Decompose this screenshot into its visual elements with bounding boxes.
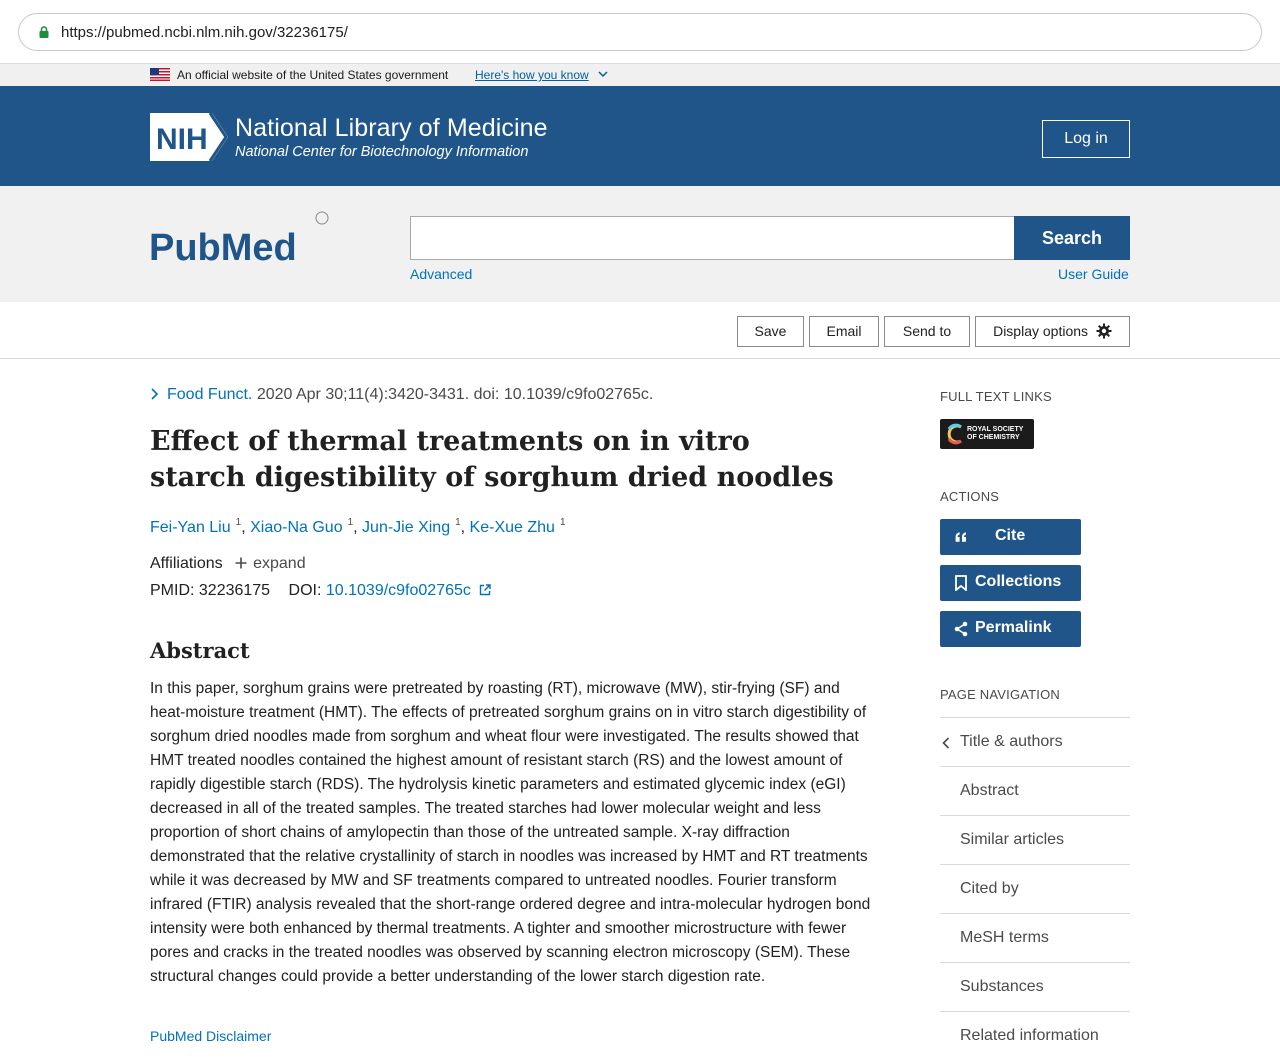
nih-subtitle: National Center for Biotechnology Information	[235, 144, 529, 160]
permalink-label: Permalink	[975, 619, 1052, 636]
save-button[interactable]: Save	[737, 316, 804, 347]
pubmed-logo[interactable]	[148, 208, 332, 274]
citation-line	[150, 386, 653, 404]
nav-item-related-information[interactable]	[940, 1011, 1130, 1060]
doi-link[interactable]: 10.1039/c9fo02765c	[325, 582, 471, 599]
nav-item-label: Title & authors	[960, 733, 1063, 750]
collections-label: Collections	[975, 573, 1062, 590]
address-bar[interactable]	[18, 13, 1262, 51]
plus-icon	[235, 557, 247, 569]
nav-item-mesh-terms[interactable]	[940, 913, 1130, 962]
rsc-line-1: ROYAL SOCIETY	[967, 426, 1024, 433]
nih-logo[interactable]	[150, 113, 228, 161]
gov-banner	[0, 63, 1280, 86]
affiliations-row	[150, 555, 306, 573]
citation-details: 2020 Apr 30;11(4):3420-3431. doi: 10.1039/c9fo02765c.	[252, 386, 654, 403]
pmid-label: PMID: 32236175	[150, 582, 271, 599]
permalink-button[interactable]	[940, 611, 1081, 647]
author-list: Fei-Yan Liu $^1$, Xiao-Na Guo $^1$, Jun-Jie Xing $^1$, Ke-Xue Zhu $^1$	[150, 517, 566, 536]
user-guide-link[interactable]: User Guide	[1058, 266, 1129, 282]
author-link[interactable]: Jun-Jie Xing	[362, 519, 451, 536]
pubmed-logo-text: PubMed	[149, 227, 297, 269]
nav-item-label: Substances	[960, 978, 1044, 995]
nav-item-title-authors[interactable]	[940, 717, 1130, 766]
nav-item-cited-by[interactable]	[940, 864, 1130, 913]
nav-item-label: Related information	[960, 1027, 1099, 1044]
search-area	[0, 186, 1280, 302]
doi-label: DOI:	[288, 582, 326, 599]
cite-label: Cite	[995, 527, 1026, 544]
author-link[interactable]: Fei-Yan Liu	[150, 519, 231, 536]
display-options-button[interactable]	[975, 316, 1130, 347]
page-navigation-list	[940, 717, 1130, 1060]
nav-item-similar-articles[interactable]	[940, 815, 1130, 864]
display-options-label: Display options	[993, 323, 1089, 339]
affiliation-marker[interactable]: 1	[559, 517, 566, 528]
nav-item-abstract[interactable]	[940, 766, 1130, 815]
browser-toolbar	[0, 0, 1280, 63]
share-icon	[954, 621, 968, 637]
author-link[interactable]: Ke-Xue Zhu	[469, 519, 555, 536]
url-text: https://pubmed.ncbi.nlm.nih.gov/32236175/	[61, 24, 348, 41]
external-link-icon[interactable]	[479, 584, 491, 596]
page-navigation-heading: PAGE NAVIGATION	[940, 687, 1061, 702]
expand-affiliations-button[interactable]	[235, 555, 306, 572]
search-button[interactable]: Search	[1014, 216, 1130, 260]
abstract-heading: Abstract	[150, 638, 250, 663]
lock-icon	[39, 26, 49, 38]
collections-button[interactable]	[940, 565, 1081, 601]
search-input[interactable]	[410, 216, 1015, 260]
nav-item-label: Abstract	[960, 782, 1019, 799]
gov-banner-text: An official website of the United States government	[177, 68, 449, 82]
full-text-links-heading: FULL TEXT LINKS	[940, 389, 1052, 404]
nav-item-label: Similar articles	[960, 831, 1065, 848]
article-title: Effect of thermal treatments on in vitro starch digestibility of sorghum dried noodles	[150, 426, 834, 493]
nih-logo-text: NIH	[156, 123, 208, 156]
actions-heading: ACTIONS	[940, 489, 1000, 504]
us-flag-icon	[150, 68, 170, 81]
affiliations-label: Affiliations	[150, 555, 223, 572]
affiliation-marker[interactable]: 1	[455, 517, 461, 528]
chevron-right-icon[interactable]	[150, 388, 159, 400]
quote-icon	[954, 529, 970, 545]
advanced-search-link[interactable]: Advanced	[410, 266, 473, 282]
affiliation-marker[interactable]: 1	[347, 517, 354, 528]
email-button[interactable]: Email	[809, 316, 879, 347]
nih-header	[0, 86, 1280, 186]
abstract-text: In this paper, sorghum grains were pretreated by roasting (RT), microwave (MW), stir-frying (SF) and heat-moisture treatment (HMT). The effects of pretreated sorghum grains on in vitro starch digestibility of sorghum dried noodles made from sorghum and wheat flour were investigated. The results showed that HMT treated noodles contained the highest amount of resistant starch (RS) and the lowest amount of rapidly digestible starch (RDS). The hydrolysis kinetic parameters and estimated glycemic index (eGI) decreased in all of the treated samples. The treated starches had lower molecular weight and less proportion of short chains of amylopectin than those of the untreated sample. X-ray diffraction demonstrated that the relative crystallinity of starch in noodles was increased by HMT and RT treatments while it was decreased by MW and SF treatments compared to untreated noodles. Fourier transform infrared (FTIR) analysis revealed that the short-range ordered degree and intra-molecular hydrogen bond intensity were both enhanced by thermal treatments. A tighter and smoother microstructure with fewer pores and cracks in the treated noodles was observed by scanning electron microscopy (SEM). These structural changes could provide a better understanding of the lower starch digestion rate.	[150, 680, 871, 985]
login-button[interactable]: Log in	[1042, 120, 1130, 158]
expand-label: expand	[253, 555, 306, 572]
nav-item-substances[interactable]	[940, 962, 1130, 1011]
bookmark-icon	[954, 575, 968, 591]
nih-title: National Library of Medicine	[235, 114, 548, 142]
chevron-down-icon[interactable]	[598, 70, 608, 78]
nav-item-label: MeSH terms	[960, 929, 1049, 946]
rsc-full-text-link[interactable]	[940, 419, 1034, 449]
heres-how-you-know-link[interactable]: Here's how you know	[475, 68, 589, 82]
gear-icon	[1096, 323, 1112, 339]
cite-button[interactable]	[940, 519, 1081, 555]
identifiers-row	[150, 582, 491, 600]
send-to-button[interactable]: Send to	[884, 316, 970, 347]
article-toolbar	[0, 302, 1280, 359]
journal-link[interactable]: Food Funct.	[167, 386, 253, 403]
author-link[interactable]: Xiao-Na Guo	[250, 519, 343, 536]
nav-item-label: Cited by	[960, 880, 1019, 897]
affiliation-marker[interactable]: 1	[235, 517, 242, 528]
pubmed-disclaimer-link[interactable]: PubMed Disclaimer	[150, 1028, 272, 1044]
chevron-left-icon	[942, 737, 950, 749]
rsc-line-2: OF CHEMISTRY	[967, 434, 1020, 441]
rsc-logo-text	[967, 426, 1023, 442]
rsc-logo-icon	[945, 423, 965, 445]
